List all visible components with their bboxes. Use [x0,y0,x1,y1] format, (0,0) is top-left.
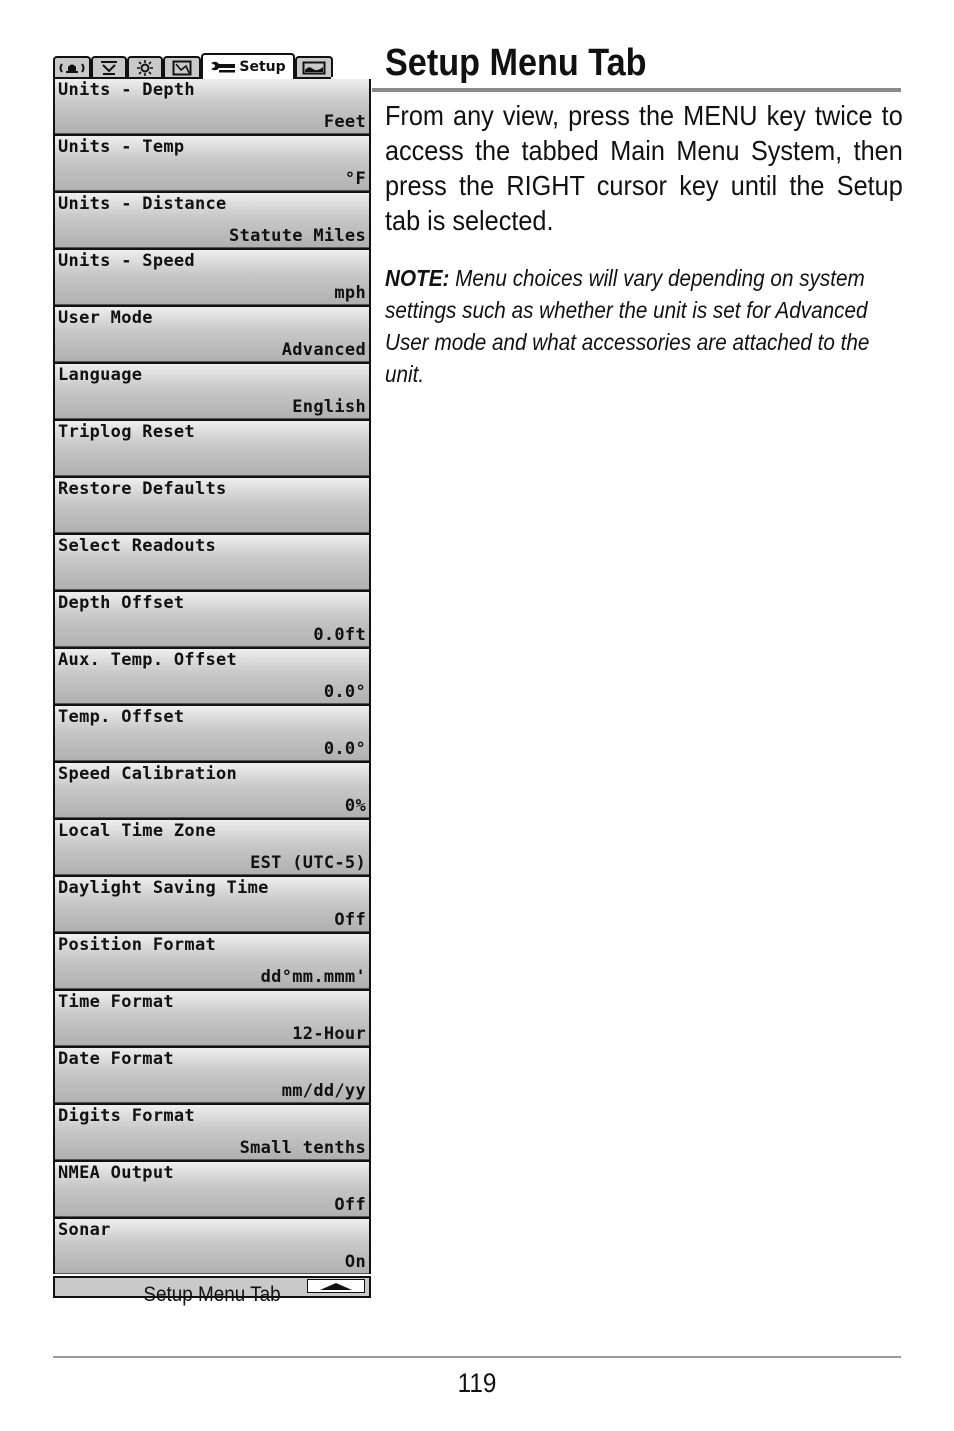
menu-item-value: °F [344,169,366,189]
menu-item-restore-defaults[interactable] [55,478,369,533]
menu-item-triplog-reset[interactable] [55,421,369,476]
menu-item-value: Small tenths [239,1138,366,1158]
setup-menu-screenshot [53,53,371,1298]
menu-item-daylight-saving-time[interactable] [55,877,369,932]
menu-item-aux-temp-offset[interactable] [55,649,369,704]
menu-item-value: dd°mm.mmm' [260,967,366,987]
views-icon [302,61,326,75]
menu-item-units-depth[interactable] [55,79,369,134]
menu-item-units-distance[interactable] [55,193,369,248]
menu-item-label: Position Format [58,935,217,955]
menu-item-value: 0.0° [323,682,366,702]
menu-item-digits-format[interactable] [55,1105,369,1160]
menu-item-speed-calibration[interactable] [55,763,369,818]
tab-sonar[interactable] [91,56,127,77]
menu-item-select-readouts[interactable] [55,535,369,590]
menu-item-label: Language [58,365,143,385]
footer-divider [53,1356,901,1358]
menu-item-label: Units - Temp [58,137,185,157]
menu-item-label: Digits Format [58,1106,195,1126]
tab-setup[interactable] [201,53,295,79]
note-label: NOTE: [385,265,450,291]
menu-item-position-format[interactable] [55,934,369,989]
menu-item-value: mm/dd/yy [281,1081,366,1101]
menu-item-label: Restore Defaults [58,479,227,499]
chart-icon [172,60,192,76]
sonar-icon [99,60,119,76]
menu-item-value: Off [334,1195,366,1215]
menu-item-label: NMEA Output [58,1163,174,1183]
tab-chart[interactable] [163,56,201,77]
menu-item-value: 0% [344,796,366,816]
menu-item-value: 12-Hour [292,1024,366,1044]
menu-item-value: Feet [323,112,366,132]
menu-item-value: English [292,397,366,417]
menu-item-label: Units - Distance [58,194,227,214]
menu-item-user-mode[interactable] [55,307,369,362]
menu-item-label: Triplog Reset [58,422,195,442]
menu-item-label: Units - Depth [58,80,195,100]
menu-item-value: Advanced [281,340,366,360]
menu-item-label: Date Format [58,1049,174,1069]
note-text: Menu choices will vary depending on system settings such as whether the unit is set for Advanced User mode and what accessories are attached to the unit. [385,265,870,387]
menu-item-value: On [344,1252,366,1272]
menu-item-label: Local Time Zone [58,821,217,841]
menu-item-value: 0.0ft [313,625,366,645]
menu-item-label: Sonar [58,1220,111,1240]
tab-views[interactable] [295,56,333,77]
menu-item-local-time-zone[interactable] [55,820,369,875]
menu-item-depth-offset[interactable] [55,592,369,647]
menu-item-value: EST (UTC-5) [250,853,366,873]
menu-item-language[interactable] [55,364,369,419]
menu-item-sonar[interactable] [55,1219,369,1274]
page-title: Setup Menu Tab [385,42,647,84]
menu-item-units-temp[interactable] [55,136,369,191]
menu-item-temp-offset[interactable] [55,706,369,761]
menu-item-value: Off [334,910,366,930]
figure-caption: Setup Menu Tab [143,1283,281,1306]
navigation-icon [136,59,154,77]
menu-item-time-format[interactable] [55,991,369,1046]
menu-item-label: Speed Calibration [58,764,238,784]
tab-setup-label: Setup [239,59,286,75]
instruction-paragraph: From any view, press the MENU key twice to access the tabbed Main Menu System, then press the RIGHT cursor key until the Setup tab is selected. [385,100,903,236]
menu-item-label: Time Format [58,992,174,1012]
menu-item-label: User Mode [58,308,153,328]
menu-item-value: mph [334,283,366,303]
menu-item-label: Units - Speed [58,251,195,271]
menu-item-label: Aux. Temp. Offset [58,650,238,670]
tab-alarms[interactable] [53,56,91,77]
menu-item-nmea-output[interactable] [55,1162,369,1217]
title-divider [372,88,901,92]
wrench-icon [210,60,236,74]
setup-menu-list [53,79,371,1274]
menu-item-value: Statute Miles [229,226,366,246]
menu-item-label: Depth Offset [58,593,185,613]
menu-item-label: Daylight Saving Time [58,878,269,898]
tab-navigation[interactable] [127,56,163,77]
menu-item-value: 0.0° [323,739,366,759]
menu-item-label: Select Readouts [58,536,217,556]
menu-tab-bar [53,53,371,79]
menu-item-units-speed[interactable] [55,250,369,305]
menu-item-date-format[interactable] [55,1048,369,1103]
note-paragraph [385,262,876,390]
alarms-icon [59,61,85,75]
menu-item-label: Temp. Offset [58,707,185,727]
page-number: 119 [457,1368,497,1398]
